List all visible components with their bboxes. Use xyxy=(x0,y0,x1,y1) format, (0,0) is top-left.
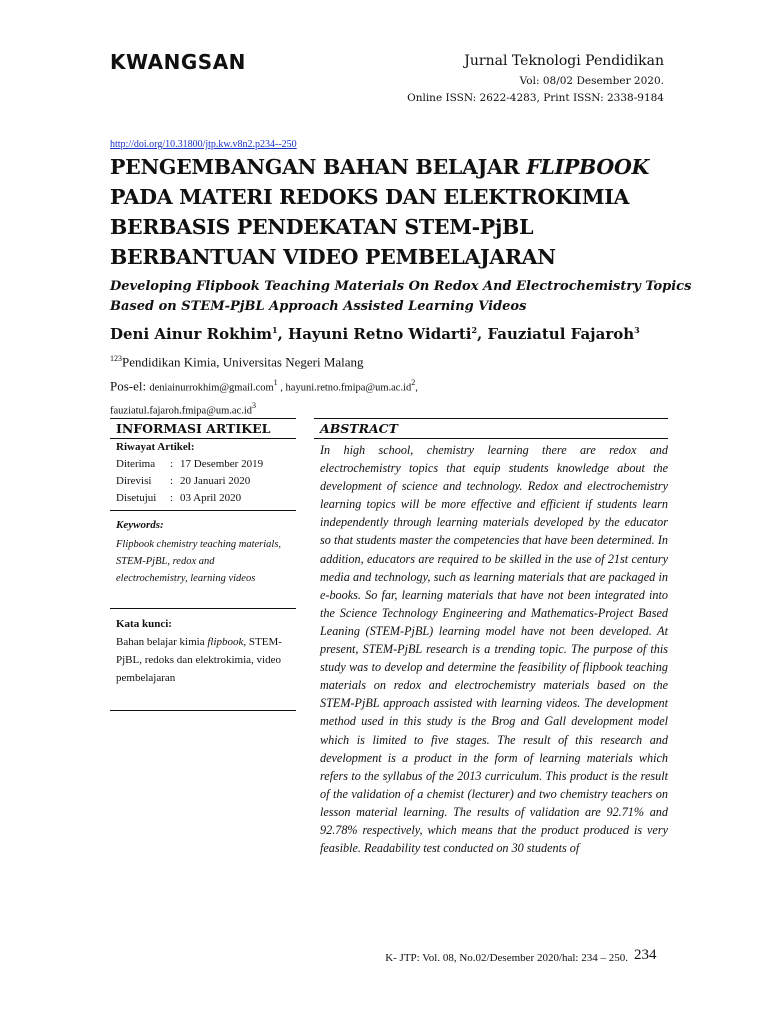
affiliation-text: Pendidikan Kimia, Universitas Negeri Malang xyxy=(122,354,364,370)
title-line-3: BERBASIS PENDEKATAN STEM-PjBL xyxy=(110,215,534,239)
info-top-rule xyxy=(110,418,296,419)
kata-kunci-post: , STEM-PjBL, redoks dan elektrokimia, video pembelajaran xyxy=(116,636,282,684)
author-2-sup: 2 xyxy=(471,325,478,335)
title-line-4: BERBANTUAN VIDEO PEMBELAJARAN xyxy=(110,245,556,269)
keywords-label: Keywords: xyxy=(116,519,164,531)
kata-kunci-label: Kata kunci: xyxy=(116,618,172,630)
author-1: Deni Ainur Rokhim xyxy=(110,325,272,343)
info-mid-rule xyxy=(110,510,296,511)
email-1[interactable]: deniainurrokhim@gmail.com xyxy=(149,382,274,394)
email-1-sup: 1 xyxy=(273,378,278,387)
english-title-line-1: Developing Flipbook Teaching Materials On Redox And Electrochemistry Topics xyxy=(110,279,692,294)
page-number: 234 xyxy=(634,947,657,963)
kata-kunci-pre: Bahan belajar kimia xyxy=(116,636,208,648)
history-value: 20 Januari 2020 xyxy=(180,475,251,487)
email-3[interactable]: fauziatul.fajaroh.fmipa@um.ac.id xyxy=(110,405,253,417)
history-sep: : xyxy=(170,475,174,487)
title-line-1-text: PENGEMBANGAN BAHAN BELAJAR xyxy=(110,155,527,179)
email-3-sup: 3 xyxy=(252,401,257,411)
email-2-sup: 2 xyxy=(411,378,416,387)
kata-kunci-italic: flipbook xyxy=(207,636,244,648)
title-italic-word: FLIPBOOK xyxy=(526,155,650,179)
abstract-text: In high school, chemistry learning there are redox and electrochemistry topics that equip students knowledge about the development of science and technology. Redox and electrochemistry learning topics will be more effective and efficient if students learn independently through learning materials developed by the educator so that students master the competencies that have been determined. In addition, educators are required to be skilled in the use of 21st century media and technology, such as learning materials that are packaged in e-books. So far, learning materials that have not been integrated into the Science Technology Engineering and Mathematics-Project Based Leaning (STEM-PjBL) learning model have not been developed. At present, STEM-PjBL research is a trending topic. The purpose of this study was to develop and determine the feasibility of flipbook teaching materials on redox and electrochemistry materials based on the STEM-PjBL approach assisted with learning videos. The development method used in this study is the Brog and Gall development model which is limited to five stages. The result of this research and development is a product in the form of learning materials which refers to the syllabus of the 2013 curriculum. This product is the result of the validation of a chemist (lecturer) and two chemistry teachers on lesson material learning. The results of validation are 92.71% and 92.78% respectively, which means that the product produced is very feasible. Readability test conducted on 30 students of xyxy=(320,443,668,856)
email-2-tail: , xyxy=(415,382,418,394)
english-title-line-2: Based on STEM-PjBL Approach Assisted Learning Videos xyxy=(110,299,527,314)
journal-volume: Vol: 08/02 Desember 2020. xyxy=(519,75,664,87)
article-title xyxy=(110,152,670,272)
history-value: 17 Desember 2019 xyxy=(180,458,264,470)
abstract-heading: ABSTRACT xyxy=(320,421,398,436)
author-3-sup: 3 xyxy=(634,325,640,335)
author-list xyxy=(110,325,640,343)
info-bottom-rule xyxy=(110,710,296,711)
history-label: Riwayat Artikel: xyxy=(116,441,195,453)
history-sep: : xyxy=(170,458,174,470)
history-key: Direvisi xyxy=(116,475,152,487)
history-key: Diterima xyxy=(116,458,156,470)
history-key: Disetujui xyxy=(116,492,157,504)
keywords-text: Flipbook chemistry teaching materials, STEM-PjBL, redox and electrochemistry, learning videos xyxy=(116,539,282,584)
kata-kunci-text xyxy=(116,633,286,687)
author-2: , Hayuni Retno Widarti xyxy=(277,325,472,343)
author-1-sup: 1 xyxy=(272,325,278,335)
affiliation-sup: 123 xyxy=(110,354,122,363)
history-row-received xyxy=(116,456,263,473)
title-line-2: PADA MATERI REDOKS DAN ELEKTROKIMIA xyxy=(110,185,630,209)
english-title xyxy=(110,277,692,317)
history-row-accepted xyxy=(116,490,263,507)
history-sep: : xyxy=(170,492,174,504)
abstract-head-rule xyxy=(314,438,668,439)
author-3: , Fauziatul Fajaroh xyxy=(477,325,635,343)
journal-name: Jurnal Teknologi Pendidikan xyxy=(464,53,664,69)
journal-logo: KWANGSAN xyxy=(110,50,246,74)
history-value: 03 April 2020 xyxy=(180,492,242,504)
keywords-rule xyxy=(110,608,296,609)
info-head-rule xyxy=(110,438,296,439)
doi-link[interactable]: http://doi.org/10.31800/jtp.kw.v8n2.p234--250 xyxy=(110,139,297,150)
affiliation xyxy=(110,354,364,370)
author-emails xyxy=(110,374,418,421)
abstract-top-rule xyxy=(314,418,668,419)
email-2[interactable]: , hayuni.retno.fmipa@um.ac.id xyxy=(277,382,412,394)
email-label: Pos-el: xyxy=(110,378,150,394)
history-row-revised xyxy=(116,473,263,490)
journal-issn: Online ISSN: 2622-4283, Print ISSN: 2338-9184 xyxy=(407,92,664,104)
footer-citation: K- JTP: Vol. 08, No.02/Desember 2020/hal: 234 – 250. xyxy=(385,952,628,964)
history-table xyxy=(116,456,263,507)
title-line-1 xyxy=(110,152,670,182)
info-heading: INFORMASI ARTIKEL xyxy=(116,421,271,436)
